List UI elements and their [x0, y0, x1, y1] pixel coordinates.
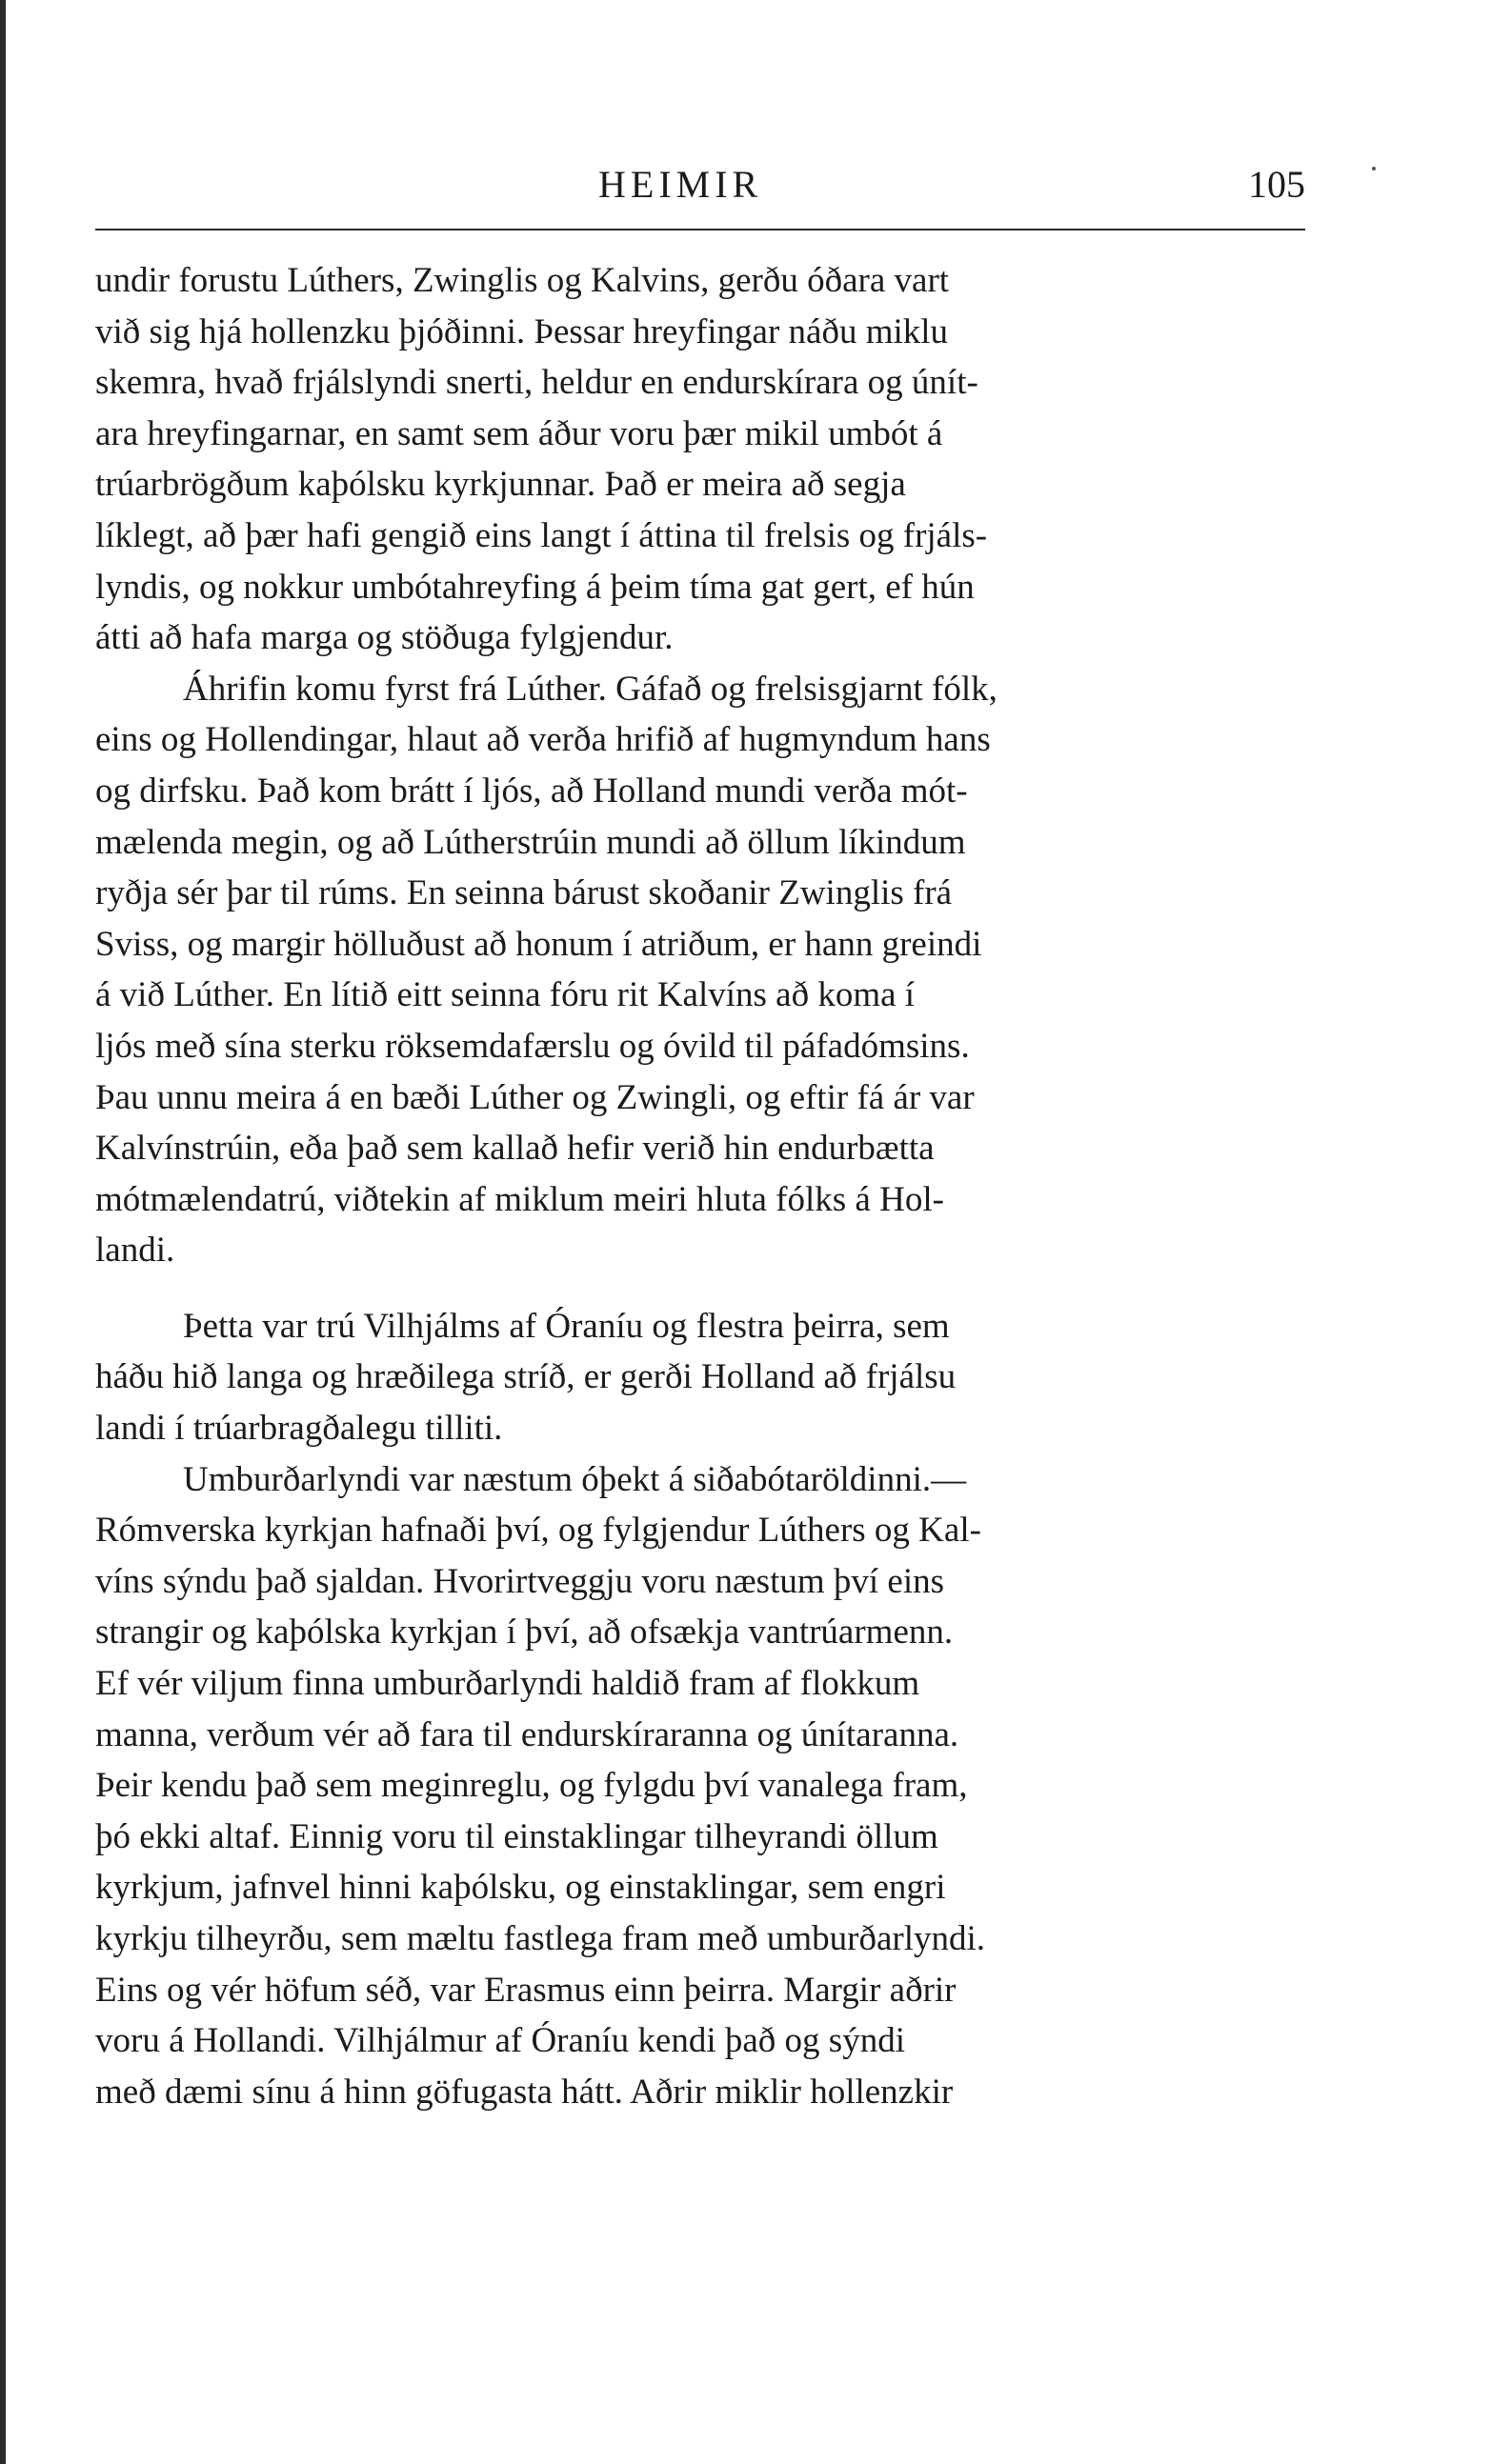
text-line: kyrkjum, jafnvel hinni kaþólsku, og einstaklingar, sem engri — [95, 1868, 946, 1908]
text-line: lyndis, og nokkur umbótahreyfing á þeim tíma gat gert, ef hún — [95, 567, 975, 607]
text-line: Eins og vér höfum séð, var Erasmus einn þeirra. Margir aðrir — [95, 1970, 957, 2010]
paragraph-start-line: Þetta var trú Vilhjálms af Óraníu og flestra þeirra, sem — [183, 1306, 950, 1346]
text-line: átti að hafa marga og stöðuga fylgjendur. — [95, 618, 674, 658]
text-line: líklegt, að þær hafi gengið eins langt í áttina til frelsis og frjáls- — [95, 515, 988, 555]
text-line: Kalvínstrúin, eða það sem kallað hefir verið hin endurbætta — [95, 1129, 935, 1169]
text-line: ara hreyfingarnar, en samt sem áður voru þær mikil umbót á — [95, 413, 943, 453]
text-line: undir forustu Lúthers, Zwinglis og Kalvins, gerðu óðara vart — [95, 261, 950, 300]
text-line: ryðja sér þar til rúms. En seinna bárust skoðanir Zwinglis frá — [95, 873, 953, 913]
text-line: landi í trúarbragðalegu tilliti. — [95, 1409, 503, 1449]
text-line: landi. — [95, 1231, 175, 1271]
paragraph-start-line: Umburðarlyndi var næstum óþekt á siðabótaröldinni.— — [183, 1459, 967, 1499]
text-line: mótmælendatrú, viðtekin af miklum meiri hluta fólks á Hol- — [95, 1179, 944, 1219]
text-line: Rómverska kyrkjan hafnaði því, og fylgjendur Lúthers og Kal- — [95, 1511, 981, 1551]
paragraph-gap — [95, 1276, 1305, 1301]
paragraph-start-line: Áhrifin komu fyrst frá Lúther. Gáfað og frelsisgjarnt fólk, — [183, 669, 997, 709]
page-header — [95, 162, 1305, 219]
text-line: trúarbrögðum kaþólsku kyrkjunnar. Það er meira að segja — [95, 465, 906, 505]
page-number: 105 — [1248, 163, 1305, 206]
text-line: Ef vér viljum finna umburðarlyndi haldið fram af flokkum — [95, 1664, 920, 1704]
text-line: kyrkju tilheyrðu, sem mæltu fastlega fram með umburðarlyndi. — [95, 1919, 986, 1958]
text-line: eins og Hollendingar, hlaut að verða hrifið af hugmyndum hans — [95, 720, 991, 760]
text-line: og dirfsku. Það kom brátt í ljós, að Holland mundi verða mót- — [95, 771, 968, 811]
text-line: á við Lúther. En lítið eitt seinna fóru rit Kalvíns að koma í — [95, 975, 916, 1015]
text-line: manna, verðum vér að fara til endurskíraranna og únítaranna. — [95, 1714, 959, 1754]
text-line: við sig hjá hollenzku þjóðinni. Þessar hreyfingar náðu miklu — [95, 311, 949, 351]
body-text — [95, 255, 1305, 2117]
text-line: voru á Hollandi. Vilhjálmur af Óraníu kendi það og sýndi — [95, 2021, 905, 2061]
running-title: HEIMIR — [598, 163, 763, 206]
text-line: háðu hið langa og hræðilega stríð, er gerði Holland að frjálsu — [95, 1357, 957, 1397]
ink-speck — [1372, 167, 1376, 170]
text-line: víns sýndu það sjaldan. Hvorirtveggju voru næstum því eins — [95, 1561, 945, 1601]
text-line: þó ekki altaf. Einnig voru til einstaklingar tilheyrandi öllum — [95, 1816, 938, 1856]
text-line: með dæmi sínu á hinn göfugasta hátt. Aðrir miklir hollenzkir — [95, 2072, 954, 2112]
text-line: Þau unnu meira á en bæði Lúther og Zwingli, og eftir fá ár var — [95, 1077, 975, 1117]
header-rule — [95, 229, 1305, 230]
text-line: ljós með sína sterku röksemdafærslu og óvild til páfadómsins. — [95, 1026, 970, 1066]
text-line: Þeir kendu það sem meginreglu, og fylgdu því vanalega fram, — [95, 1766, 968, 1806]
text-line: Sviss, og margir hölluðust að honum í atriðum, er hann greindi — [95, 924, 982, 964]
page-binding-edge — [0, 0, 6, 2464]
text-line: mælenda megin, og að Lútherstrúin mundi að öllum líkindum — [95, 822, 966, 862]
text-line: strangir og kaþólska kyrkjan í því, að ofsækja vantrúarmenn. — [95, 1613, 954, 1653]
text-line: skemra, hvað frjálslyndi snerti, heldur en endurskírara og únít- — [95, 363, 978, 403]
